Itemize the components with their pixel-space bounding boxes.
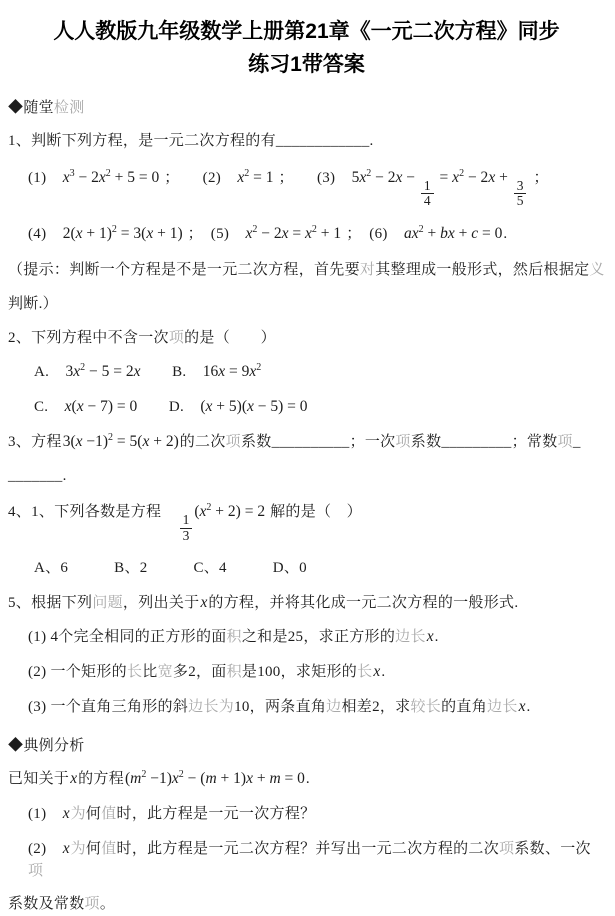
- text-run: A.: [34, 364, 65, 381]
- text-run: 5、根据下列: [8, 594, 93, 611]
- text-run: 系数: [410, 433, 442, 450]
- text-run: (3) 一个直角三角形的斜: [28, 698, 189, 715]
- diamond-icon: ◆: [8, 736, 24, 754]
- text-run: (1): [28, 806, 62, 823]
- text-run: .: [305, 771, 310, 788]
- text-run: 的直角: [441, 698, 488, 715]
- text-run: 为: [70, 806, 86, 823]
- math-expression: $ax^2$ + bx + c = 0: [403, 224, 503, 243]
- blank-underline: _________: [441, 433, 512, 450]
- text-run: ； (3): [274, 169, 351, 186]
- text-run: ； (5): [183, 226, 245, 243]
- text-run: 其整理成一般形式，然后根据定: [375, 262, 590, 279]
- q4-stem: [8, 501, 605, 544]
- text-run: 1、判断下列方程，是一元二次方程的有: [8, 132, 276, 149]
- example-q2-continuation: [8, 894, 605, 916]
- diamond-icon: ◆: [8, 99, 24, 117]
- math-expression: $5x^2 - 2x$ − $\frac{1}{4}$ = $x^2 - 2x$ + $\frac{3}{5}$: [351, 169, 530, 186]
- text-run: 问题: [92, 594, 123, 611]
- text-run: .: [526, 698, 531, 715]
- text-run: 值: [101, 806, 117, 823]
- example-q2: [8, 838, 605, 883]
- text-run: 较长: [410, 698, 442, 715]
- text-run: 是100，求矩形的: [241, 664, 358, 681]
- text-run: 判断.）: [8, 295, 58, 312]
- q2-options-ab: [8, 361, 605, 384]
- text-run: （提示：判断一个方程是不是一元二次方程，首先要: [8, 262, 360, 279]
- text-run: ； (2): [160, 169, 237, 186]
- text-run: 比: [142, 664, 158, 681]
- math-expression: x: [62, 805, 70, 823]
- document-title: [8, 16, 605, 81]
- text-run: 何: [85, 840, 102, 857]
- q1-hint-line-1: [8, 260, 605, 282]
- section-suitang-jiance: [8, 97, 605, 119]
- text-run: B.: [141, 364, 202, 381]
- text-run: 项: [168, 329, 185, 346]
- text-run: 的方程，并将其化成一元二次方程的一般形式.: [208, 594, 519, 611]
- text-run: (1): [28, 169, 62, 186]
- text-run: 宽: [157, 664, 173, 681]
- text-run: 。: [99, 896, 116, 913]
- text-run: 典例分析: [23, 736, 85, 754]
- text-run: ；一次: [349, 433, 396, 450]
- text-run: ；常数: [511, 433, 558, 450]
- text-run: 系数、一次: [514, 840, 591, 857]
- text-run: 4、1、下列各数是方程: [8, 504, 177, 521]
- math-expression: $2(x + 1)^2 = 3(x + 1)$: [62, 224, 183, 243]
- q2-stem: [8, 328, 605, 350]
- text-run: 长: [126, 664, 143, 681]
- text-run: 项: [84, 896, 100, 913]
- section-dianli-fenxi: [8, 735, 605, 757]
- blank-underline: _______.: [8, 467, 67, 484]
- text-run: (2): [28, 840, 62, 857]
- q1-hint-line-2: [8, 294, 605, 316]
- q5-item-1: [8, 626, 605, 649]
- text-run: 之和是25，求正方形的: [241, 629, 396, 646]
- example-q1: [8, 803, 605, 826]
- document-title-line-1: 人人教版九年级数学上册第21章《一元二次方程》同步: [53, 20, 560, 43]
- text-run: 随堂: [23, 99, 54, 117]
- text-run: 多2，面: [172, 664, 227, 681]
- text-run: .: [381, 664, 386, 681]
- math-expression: x: [373, 663, 381, 681]
- text-run: 为: [70, 840, 86, 857]
- q1-eq-row-1: [8, 167, 605, 210]
- text-run: 项: [557, 433, 573, 450]
- text-run: (1) 4个完全相同的正方形的面: [28, 629, 227, 646]
- text-run: 时，此方程是一元一次方程？: [116, 806, 316, 823]
- text-run: 何: [85, 806, 102, 823]
- text-run: 值: [101, 840, 117, 857]
- math-expression: $x^3 - 2x^2 + 5 = 0$: [62, 167, 160, 186]
- text-run: 的二次: [179, 433, 226, 450]
- blank-underline: __________: [271, 433, 350, 450]
- text-run: 对: [359, 262, 376, 279]
- document-title-line-2: 练习1带答案: [248, 52, 365, 76]
- text-run: 检测: [53, 99, 85, 117]
- math-expression: x(x − 7) = 0: [64, 398, 138, 416]
- example-stem: [8, 768, 605, 791]
- text-run: ；: [529, 169, 549, 186]
- q5-item-2: [8, 661, 605, 684]
- math-expression: x: [62, 839, 70, 857]
- text-run: 时，此方程是一元二次方程？并写出一元二次方程的二次: [116, 840, 500, 857]
- math-expression: $3(x -1)^2 = 5(x + 2)$: [62, 431, 179, 450]
- text-run: .: [503, 226, 508, 243]
- q1-stem: [8, 131, 605, 153]
- worksheet-body: [8, 97, 605, 916]
- text-run: 已知关于: [8, 771, 70, 788]
- blank-underline: ____________: [275, 132, 370, 149]
- text-run: 相差2，求: [341, 698, 411, 715]
- text-run: 长: [357, 664, 373, 681]
- text-run: 边长: [395, 629, 426, 646]
- text-run: (2) 一个矩形的: [28, 664, 127, 681]
- text-run: D.: [138, 399, 200, 416]
- text-run: .: [369, 132, 374, 149]
- math-expression: $3x^2 - 5 = 2x$: [65, 362, 141, 381]
- q1-eq-row-2: [8, 223, 605, 246]
- text-run: 10，两条直角: [234, 698, 327, 715]
- math-expression: $x^2 - 2x = x^2 + 1$: [245, 224, 342, 243]
- math-expression: $x^2 = 1$: [237, 167, 274, 186]
- text-run: .: [434, 629, 439, 646]
- blank-underline: _: [572, 433, 581, 450]
- q5-item-3: [8, 696, 605, 719]
- text-run: C.: [34, 399, 64, 416]
- text-run: 的是（ ）: [184, 329, 276, 346]
- text-run: 积: [226, 629, 242, 646]
- text-run: 解的是（ ）: [266, 504, 362, 521]
- math-expression: x: [518, 697, 526, 715]
- text-run: 义: [589, 262, 605, 279]
- text-run: 项: [225, 433, 241, 450]
- math-expression: $(m^2 -1)x^2 - (m + 1)x + m = 0$: [125, 769, 305, 788]
- text-run: ，列出关于: [122, 594, 200, 611]
- math-expression: x: [70, 770, 78, 788]
- q3-stem: [8, 431, 605, 454]
- text-run: A、6 B、2 C、4 D、0: [34, 559, 307, 576]
- math-expression: (x + 5)(x − 5) = 0: [200, 398, 308, 416]
- text-run: 边长为: [188, 698, 235, 715]
- text-run: 的方程: [78, 771, 124, 788]
- q4-options: [8, 558, 605, 580]
- text-run: 项: [395, 433, 411, 450]
- text-run: 项: [28, 862, 44, 879]
- text-run: 系数: [240, 433, 272, 450]
- q3-stem-continuation: [8, 466, 605, 488]
- text-run: 边: [326, 698, 342, 715]
- math-expression: x: [200, 593, 208, 611]
- text-run: 系数及常数: [8, 896, 85, 913]
- text-run: 边长: [487, 698, 518, 715]
- math-expression: $16x = 9x^2$: [202, 362, 262, 381]
- text-run: 2、下列方程中不含一次: [8, 329, 169, 346]
- text-run: 3、方程: [8, 433, 62, 450]
- q5-stem: [8, 592, 605, 615]
- text-run: ； (6): [342, 226, 403, 243]
- text-run: (4): [28, 226, 62, 243]
- q2-options-cd: [8, 396, 605, 419]
- text-run: 积: [226, 664, 242, 681]
- text-run: 项: [499, 840, 515, 857]
- math-expression: x: [426, 628, 434, 646]
- math-expression: $\frac{1}{3}$ $(x^2 + 2) = 2$: [177, 503, 266, 520]
